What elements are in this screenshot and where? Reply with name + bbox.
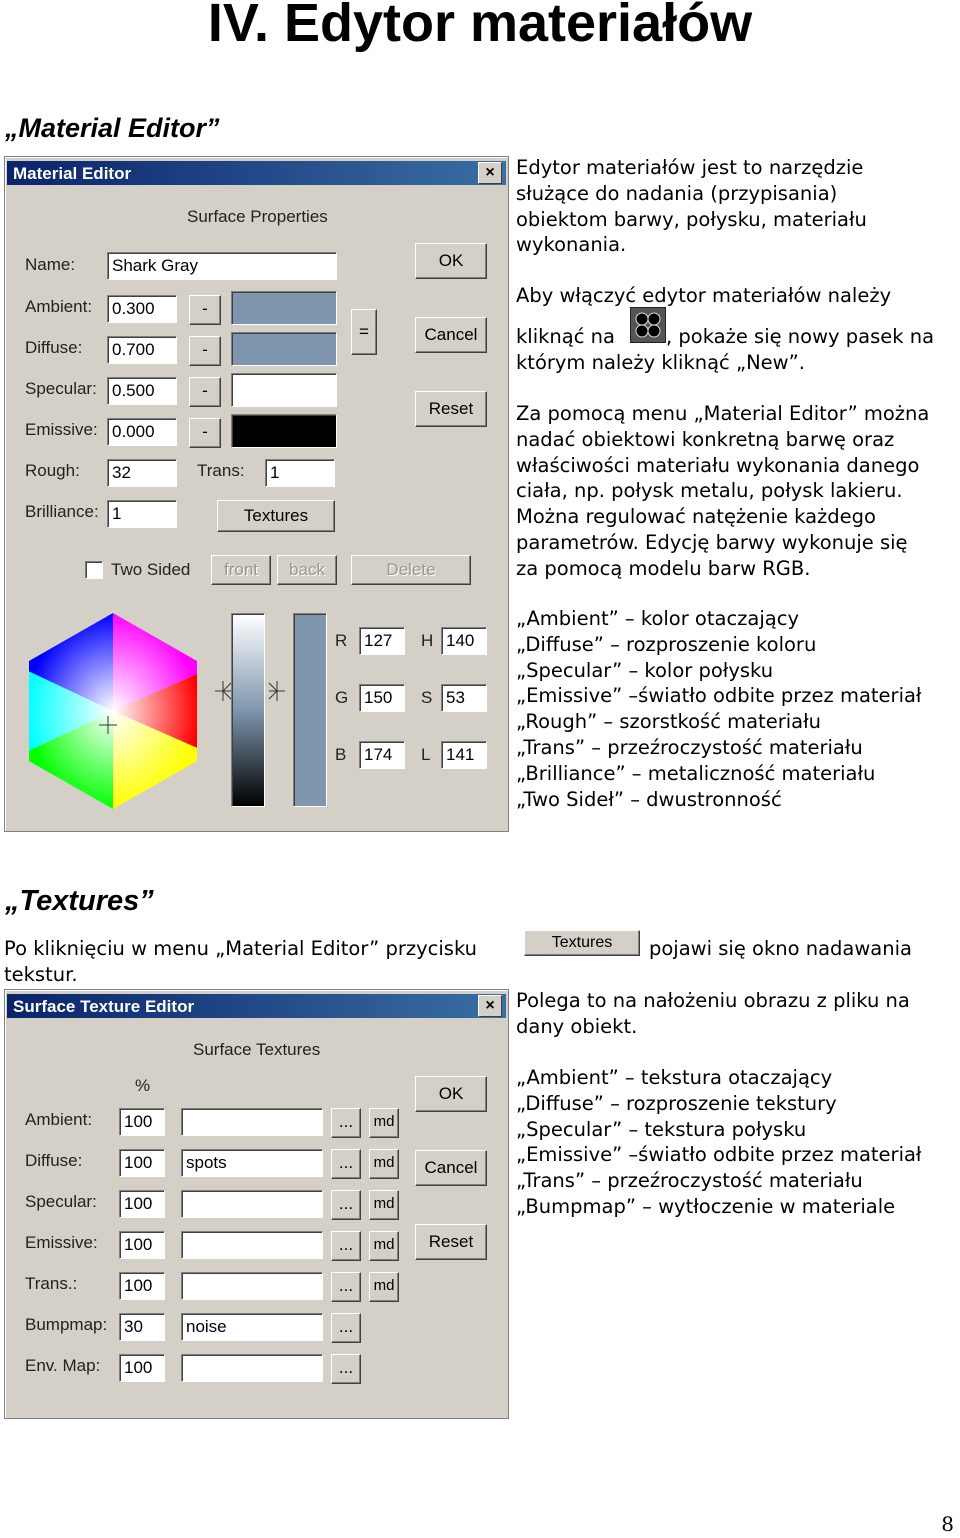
b-label: B <box>335 745 347 764</box>
reset-button[interactable]: Reset <box>415 391 487 427</box>
section-heading-material-editor: „Material Editor” <box>5 113 220 143</box>
texture-row-label: Trans.: <box>25 1274 78 1293</box>
rough-input[interactable]: 32 <box>107 459 177 487</box>
page-number: 8 <box>941 1512 954 1536</box>
surface-textures-label: Surface Textures <box>193 1040 321 1059</box>
texture-row-file[interactable]: spots <box>181 1149 323 1177</box>
texture-row-percent[interactable]: 100 <box>119 1272 165 1300</box>
material-row-color-swatch[interactable] <box>231 373 337 407</box>
rough-label: Rough: <box>25 461 80 480</box>
section-heading-textures: „Textures” <box>5 885 154 917</box>
material-row-color-swatch[interactable] <box>231 332 337 366</box>
trans-label: Trans: <box>197 461 245 480</box>
material-row-label: Emissive: <box>25 420 98 439</box>
textures-parameters-list: „Ambient” – tekstura otaczający „Diffuse” – rozproszenie tekstury „Specular” – tekstura połysku „Emissive” –światło odbite przez materiał „Trans” – przeźroczystość materiału „Bumpmap” – wytłoczenie w materiale <box>516 1066 922 1218</box>
textures-intro-line2: tekstur. <box>4 963 78 986</box>
textures-inline-button: Textures <box>524 930 640 956</box>
browse-button[interactable]: ... <box>331 1313 361 1343</box>
r-label: R <box>335 631 348 650</box>
material-row-label: Ambient: <box>25 297 93 316</box>
back-button[interactable]: back <box>277 555 337 585</box>
texture-row-percent[interactable]: 100 <box>119 1108 165 1136</box>
click-new-text: którym należy kliknąć „New”. <box>516 351 805 374</box>
name-label: Name: <box>25 255 76 274</box>
b-input[interactable]: 174 <box>359 741 405 769</box>
browse-button[interactable]: ... <box>331 1190 361 1220</box>
percent-label: % <box>135 1076 151 1095</box>
browse-button[interactable]: ... <box>331 1354 361 1384</box>
material-row-value[interactable]: 0.500 <box>107 377 177 405</box>
material-editor-titlebar <box>7 159 506 187</box>
texture-row-label: Env. Map: <box>25 1356 101 1375</box>
ok-button[interactable]: OK <box>415 1076 487 1112</box>
texture-row-file[interactable] <box>181 1272 323 1300</box>
texture-row-percent[interactable]: 100 <box>119 1149 165 1177</box>
color-hexagon[interactable] <box>27 613 199 809</box>
ok-button[interactable]: OK <box>415 243 487 279</box>
delete-button[interactable]: Delete <box>351 555 471 585</box>
material-row-pick-button[interactable]: - <box>189 418 221 448</box>
material-editor-dialog <box>4 156 509 832</box>
lightness-slider[interactable] <box>231 613 265 807</box>
browse-button[interactable]: ... <box>331 1108 361 1138</box>
surface-texture-editor-dialog <box>4 989 509 1419</box>
r-input[interactable]: 127 <box>359 627 405 655</box>
trans-input[interactable]: 1 <box>265 459 335 487</box>
material-row-color-swatch[interactable] <box>231 414 337 448</box>
parameters-list: „Ambient” – kolor otaczający „Diffuse” – rozproszenie koloru „Specular” – kolor połysku „Emissive” –światło odbite przez materiał „Rough” – szorstkość materiału „Trans” – przeźroczystość materiału „Brilliance” – metaliczność materiału „Two Sideł” – dwustronność <box>516 607 922 811</box>
browse-button[interactable]: ... <box>331 1149 361 1179</box>
texture-row-file[interactable] <box>181 1354 323 1382</box>
two-sided-checkbox[interactable] <box>85 561 103 579</box>
material-row-pick-button[interactable]: - <box>189 336 221 366</box>
texture-row-percent[interactable]: 100 <box>119 1231 165 1259</box>
close-icon[interactable]: × <box>478 162 502 184</box>
enable-paragraph: Aby włączyć edytor materiałów należy <box>516 284 892 307</box>
l-input[interactable]: 141 <box>441 741 487 769</box>
close-icon[interactable]: × <box>478 995 502 1017</box>
texture-row-file[interactable]: noise <box>181 1313 323 1341</box>
md-button[interactable]: md <box>369 1190 399 1220</box>
texture-row-label: Emissive: <box>25 1233 98 1252</box>
texture-editor-titlebar <box>7 992 506 1020</box>
material-row-value[interactable]: 0.700 <box>107 336 177 364</box>
textures-intro-line1: Po kliknięciu w menu „Material Editor” przycisku <box>4 937 478 960</box>
texture-row-file[interactable] <box>181 1231 323 1259</box>
browse-button[interactable]: ... <box>331 1272 361 1302</box>
texture-row-label: Bumpmap: <box>25 1315 108 1334</box>
texture-editor-title: Surface Texture Editor <box>13 997 195 1016</box>
two-sided-label: Two Sided <box>111 560 191 579</box>
click-on-text-cont: , pokaże się nowy pasek na <box>666 325 935 348</box>
browse-button[interactable]: ... <box>331 1231 361 1261</box>
texture-row-percent[interactable]: 100 <box>119 1354 165 1382</box>
cancel-button[interactable]: Cancel <box>415 1150 487 1186</box>
cancel-button[interactable]: Cancel <box>415 317 487 353</box>
material-row-color-swatch[interactable] <box>231 291 337 325</box>
l-label: L <box>421 745 431 764</box>
h-input[interactable]: 140 <box>441 627 487 655</box>
material-toolbar-icon[interactable] <box>630 307 666 343</box>
front-button[interactable]: front <box>211 555 271 585</box>
g-input[interactable]: 150 <box>359 684 405 712</box>
menu-description-paragraph: Za pomocą menu „Material Editor” można nadać obiektowi konkretną barwę oraz właściwości materiału wykonania danego ciała, np. połysk metalu, połysk lakieru. Można regulować natężenie każdego parametrów. Edycję barwy wykonuje się za pomocą modelu barw RGB. <box>516 402 930 580</box>
intro-paragraph: Edytor materiałów jest to narzędzie służące do nadania (przypisania) obiektom barwy, połysku, materiału wykonania. <box>516 156 867 257</box>
brilliance-input[interactable]: 1 <box>107 500 177 528</box>
brilliance-label: Brilliance: <box>25 502 99 521</box>
material-row-value[interactable]: 0.000 <box>107 418 177 446</box>
s-input[interactable]: 53 <box>441 684 487 712</box>
equal-button[interactable]: = <box>351 309 377 355</box>
texture-row-label: Ambient: <box>25 1110 93 1129</box>
surface-properties-label: Surface Properties <box>187 207 328 226</box>
material-row-pick-button[interactable]: - <box>189 295 221 325</box>
textures-description: Polega to na nałożeniu obrazu z pliku na dany obiekt. <box>516 989 910 1038</box>
reset-button[interactable]: Reset <box>415 1224 487 1260</box>
material-row-label: Diffuse: <box>25 338 83 357</box>
h-label: H <box>421 631 434 650</box>
name-input[interactable]: Shark Gray <box>107 252 337 280</box>
click-on-text: kliknąć na <box>516 325 615 348</box>
material-row-value[interactable]: 0.300 <box>107 295 177 323</box>
texture-row-label: Diffuse: <box>25 1151 83 1170</box>
current-color-swatch <box>293 613 327 807</box>
texture-row-label: Specular: <box>25 1192 97 1211</box>
g-label: G <box>335 688 349 707</box>
md-button[interactable]: md <box>369 1272 399 1302</box>
md-button[interactable]: md <box>369 1149 399 1179</box>
material-editor-title: Material Editor <box>13 164 132 183</box>
textures-intro-line1-cont: pojawi się okno nadawania <box>649 937 912 960</box>
material-row-label: Specular: <box>25 379 97 398</box>
texture-row-file[interactable] <box>181 1190 323 1218</box>
slider-arrows-icon[interactable] <box>213 679 287 703</box>
md-button[interactable]: md <box>369 1108 399 1138</box>
texture-row-file[interactable] <box>181 1108 323 1136</box>
s-label: S <box>421 688 433 707</box>
md-button[interactable]: md <box>369 1231 399 1261</box>
material-row-pick-button[interactable]: - <box>189 377 221 407</box>
page-title: IV. Edytor materiałów <box>207 0 753 53</box>
textures-button[interactable]: Textures <box>217 500 335 532</box>
texture-row-percent[interactable]: 100 <box>119 1190 165 1218</box>
texture-row-percent[interactable]: 30 <box>119 1313 165 1341</box>
